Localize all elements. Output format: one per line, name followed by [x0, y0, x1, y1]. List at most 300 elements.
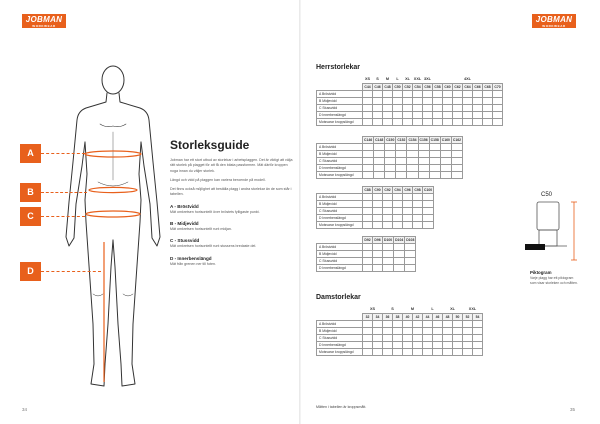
size-value-cell — [453, 320, 463, 327]
table-row — [317, 158, 463, 165]
measure-label: C Stussvidd — [317, 104, 363, 111]
size-value-cell — [363, 158, 374, 165]
measure-label: D Innerbenslängd — [317, 265, 363, 272]
size-header: C58 — [434, 84, 441, 89]
size-value-cell — [440, 165, 451, 172]
size-value-cell — [473, 348, 483, 355]
size-value-cell — [451, 144, 462, 151]
table-row — [317, 201, 434, 208]
size-value-cell — [473, 341, 483, 348]
size-value-cell — [443, 104, 453, 111]
table-row — [317, 194, 434, 201]
size-value-cell — [453, 90, 463, 97]
size-value-cell — [393, 215, 403, 222]
measure-label: C Stussvidd — [317, 208, 363, 215]
pictogram-person-icon — [519, 200, 579, 264]
size-value-cell — [433, 348, 443, 355]
size-value-cell — [440, 144, 451, 151]
size-value-cell — [423, 334, 433, 341]
size-value-cell — [394, 251, 405, 258]
size-value-cell — [443, 118, 453, 125]
size-value-cell — [443, 334, 453, 341]
size-header: C160 — [441, 138, 450, 142]
intro-paragraph: Det finns också möjlighet att beställa plagg i andra storlekar än de som står i tabellen. — [170, 187, 292, 197]
size-value-cell — [385, 158, 396, 165]
size-value-cell — [403, 327, 413, 334]
size-value-cell — [363, 244, 373, 251]
measure-label: A Bröstvidd — [317, 320, 363, 327]
size-value-cell — [363, 327, 373, 334]
size-value-cell — [463, 104, 473, 111]
size-value-cell — [493, 90, 503, 97]
size-value-cell — [363, 215, 373, 222]
size-group-header: XS — [364, 77, 371, 82]
size-value-cell — [393, 341, 403, 348]
size-header: 54 — [473, 313, 483, 320]
size-value-cell — [373, 348, 383, 355]
measure-label: Motsvarar kroppslängd — [317, 172, 363, 179]
size-value-cell — [453, 111, 463, 118]
size-header: 32 — [363, 313, 373, 320]
size-value-cell — [429, 165, 440, 172]
table-row — [317, 151, 463, 158]
size-value-cell — [433, 341, 443, 348]
human-silhouette-icon — [38, 62, 188, 410]
table-row — [317, 97, 503, 104]
size-value-cell — [373, 251, 383, 258]
size-value-cell — [423, 327, 433, 334]
size-value-cell — [396, 158, 407, 165]
size-value-cell — [385, 151, 396, 158]
size-value-cell — [413, 348, 423, 355]
size-header: C96 — [404, 188, 411, 192]
size-value-cell — [413, 118, 423, 125]
size-value-cell — [403, 215, 413, 222]
size-value-cell — [373, 118, 383, 125]
size-value-cell — [463, 97, 473, 104]
pictogram-figure — [519, 192, 579, 264]
size-value-cell — [413, 97, 423, 104]
size-value-cell — [433, 111, 443, 118]
size-value-cell — [453, 348, 463, 355]
size-value-cell — [429, 151, 440, 158]
size-header: 38 — [393, 313, 403, 320]
size-value-cell — [433, 320, 443, 327]
measure-label: B Midjevidd — [317, 151, 363, 158]
size-value-cell — [413, 334, 423, 341]
size-header: 40 — [403, 313, 413, 320]
size-value-cell — [423, 222, 434, 229]
size-header: C94 — [394, 188, 401, 192]
size-value-cell — [383, 111, 393, 118]
size-value-cell — [451, 151, 462, 158]
size-value-cell — [407, 144, 418, 151]
measure-label: D Innerbenslängd — [317, 215, 363, 222]
size-value-cell — [413, 201, 423, 208]
size-header: C156 — [419, 138, 428, 142]
size-header: C100 — [424, 188, 433, 192]
measure-label: D Innerbenslängd — [317, 111, 363, 118]
measure-label: Motsvarar kroppslängd — [317, 118, 363, 125]
size-group-header: 3XL — [424, 77, 431, 82]
size-value-cell — [383, 258, 394, 265]
size-value-cell — [403, 97, 413, 104]
measure-label: B Midjevidd — [317, 251, 363, 258]
size-value-cell — [473, 118, 483, 125]
measure-line-d — [41, 271, 101, 272]
size-header: C44 — [364, 84, 371, 89]
size-value-cell — [413, 104, 423, 111]
size-value-cell — [453, 118, 463, 125]
size-group-header: S — [376, 77, 379, 82]
size-value-cell — [383, 194, 393, 201]
size-value-cell — [383, 320, 393, 327]
men-size-table-regular — [316, 76, 503, 126]
size-header: 34 — [373, 313, 383, 320]
size-value-cell — [463, 334, 473, 341]
size-value-cell — [433, 118, 443, 125]
size-header: D100 — [384, 238, 393, 242]
size-value-cell — [483, 104, 493, 111]
size-value-cell — [413, 111, 423, 118]
size-header: C62 — [454, 84, 461, 89]
size-value-cell — [363, 208, 373, 215]
table-row — [317, 258, 416, 265]
size-value-cell — [433, 327, 443, 334]
size-header: C54 — [414, 84, 421, 89]
logo-text: JOBMAN — [535, 15, 573, 24]
size-value-cell — [373, 327, 383, 334]
size-value-cell — [363, 97, 373, 104]
size-value-cell — [429, 158, 440, 165]
size-value-cell — [463, 327, 473, 334]
size-value-cell — [429, 144, 440, 151]
pictogram-info — [530, 270, 580, 285]
table-row — [317, 165, 463, 172]
size-header: C148 — [375, 138, 384, 142]
size-value-cell — [451, 165, 462, 172]
size-header: 46 — [433, 313, 443, 320]
size-value-cell — [423, 97, 433, 104]
size-value-cell — [383, 327, 393, 334]
size-value-cell — [407, 165, 418, 172]
size-value-cell — [407, 151, 418, 158]
measure-b-text: Mät omkretsen horisontellt runt midjan. — [170, 227, 232, 232]
men-size-table-short — [316, 186, 434, 229]
size-value-cell — [385, 165, 396, 172]
size-value-cell — [383, 104, 393, 111]
size-header: C158 — [430, 138, 439, 142]
size-value-cell — [423, 215, 434, 222]
measure-label: B Midjevidd — [317, 97, 363, 104]
size-value-cell — [374, 158, 385, 165]
size-value-cell — [383, 90, 393, 97]
intro-paragraph: Jobman har ett stort utbud av storlekar i arbetsplaggen. Det är viktigt att välja rätt storlek på plagget för att få den bästa passformen. Mät därför kroppen noga innan du väljer storlek. — [170, 158, 293, 173]
size-value-cell — [440, 158, 451, 165]
size-value-cell — [413, 341, 423, 348]
size-value-cell — [363, 165, 374, 172]
size-group-header: XL — [450, 307, 455, 312]
size-value-cell — [403, 118, 413, 125]
size-value-cell — [373, 341, 383, 348]
measure-label: Motsvarar kroppslängd — [317, 348, 363, 355]
size-header: C162 — [452, 138, 461, 142]
size-value-cell — [413, 90, 423, 97]
table-row — [317, 244, 416, 251]
size-group-header: M — [385, 77, 390, 82]
size-value-cell — [383, 334, 393, 341]
size-value-cell — [423, 118, 433, 125]
measure-label: Motsvarar kroppslängd — [317, 222, 363, 229]
size-value-cell — [429, 172, 440, 179]
size-value-cell — [423, 341, 433, 348]
size-value-cell — [423, 348, 433, 355]
table-row — [317, 222, 434, 229]
measure-label: A Bröstvidd — [317, 144, 363, 151]
size-value-cell — [453, 104, 463, 111]
measure-c-title: C - Stussvidd — [170, 238, 200, 244]
size-value-cell — [373, 265, 383, 272]
size-header: C146 — [364, 138, 373, 142]
size-value-cell — [403, 348, 413, 355]
size-value-cell — [383, 208, 393, 215]
size-value-cell — [393, 104, 403, 111]
size-value-cell — [440, 172, 451, 179]
jobman-logo-right — [532, 14, 576, 28]
size-value-cell — [423, 208, 434, 215]
size-value-cell — [373, 215, 383, 222]
size-value-cell — [363, 201, 373, 208]
size-value-cell — [407, 172, 418, 179]
size-value-cell — [405, 244, 416, 251]
size-value-cell — [473, 90, 483, 97]
size-value-cell — [453, 97, 463, 104]
size-value-cell — [374, 165, 385, 172]
size-group-header: XL — [405, 77, 410, 82]
page-title: Storleksguide — [170, 138, 250, 152]
size-value-cell — [403, 201, 413, 208]
size-value-cell — [423, 104, 433, 111]
women-size-table — [316, 306, 483, 356]
size-value-cell — [453, 327, 463, 334]
size-value-cell — [363, 104, 373, 111]
size-value-cell — [373, 258, 383, 265]
logo-text: JOBMAN — [25, 15, 63, 24]
size-value-cell — [363, 151, 374, 158]
size-value-cell — [423, 320, 433, 327]
size-value-cell — [423, 111, 433, 118]
table-row — [317, 208, 434, 215]
pictogram-tag — [525, 244, 545, 250]
size-value-cell — [443, 90, 453, 97]
size-value-cell — [440, 151, 451, 158]
size-header: C152 — [397, 138, 406, 142]
size-header: C56 — [424, 84, 431, 89]
size-header: C46 — [374, 84, 381, 89]
size-header: D108 — [406, 238, 415, 242]
size-value-cell — [413, 194, 423, 201]
size-value-cell — [473, 111, 483, 118]
size-value-cell — [453, 341, 463, 348]
logo-tagline: WORKWEAR — [542, 24, 566, 28]
size-value-cell — [413, 208, 423, 215]
size-value-cell — [363, 118, 373, 125]
size-value-cell — [393, 334, 403, 341]
size-value-cell — [363, 320, 373, 327]
size-value-cell — [393, 90, 403, 97]
size-value-cell — [483, 111, 493, 118]
size-value-cell — [383, 348, 393, 355]
size-value-cell — [483, 90, 493, 97]
size-group-header: XS — [369, 307, 376, 312]
men-sizes-heading: Herrstorlekar — [316, 64, 360, 71]
size-value-cell — [403, 208, 413, 215]
pictogram-text: Varje plagg har ett piktogram som visar storleken och måtten. — [530, 276, 578, 285]
size-header: D92 — [364, 238, 371, 242]
measure-line-b — [41, 192, 87, 193]
table-row — [317, 118, 503, 125]
size-value-cell — [383, 244, 394, 251]
intro-paragraph: Längd och vidd på plaggen kan variera beroende på modell. — [170, 177, 266, 182]
size-value-cell — [407, 158, 418, 165]
size-value-cell — [374, 144, 385, 151]
measure-label: D Innerbenslängd — [317, 341, 363, 348]
size-value-cell — [363, 194, 373, 201]
page-number-right: 35 — [570, 407, 576, 412]
measure-a-text: Mät omkretsen horisontellt över bröstets fylligaste punkt. — [170, 209, 260, 214]
size-value-cell — [423, 90, 433, 97]
size-value-cell — [374, 172, 385, 179]
size-value-cell — [396, 172, 407, 179]
table-row — [317, 327, 483, 334]
size-group-header: 4XL — [464, 77, 471, 82]
size-value-cell — [405, 258, 416, 265]
men-size-table-tall — [316, 136, 463, 179]
pictogram-title: Piktogram — [530, 270, 552, 275]
size-header: C154 — [408, 138, 417, 142]
size-value-cell — [418, 158, 429, 165]
size-value-cell — [383, 341, 393, 348]
size-header: 48 — [443, 313, 453, 320]
size-value-cell — [373, 194, 383, 201]
size-value-cell — [396, 165, 407, 172]
table-row — [317, 111, 503, 118]
size-value-cell — [363, 222, 373, 229]
table-row — [317, 90, 503, 97]
size-value-cell — [373, 320, 383, 327]
size-value-cell — [393, 222, 403, 229]
size-value-cell — [373, 104, 383, 111]
size-header: C50 — [394, 84, 401, 89]
size-value-cell — [363, 111, 373, 118]
size-value-cell — [403, 194, 413, 201]
size-value-cell — [403, 90, 413, 97]
size-header: D104 — [395, 238, 404, 242]
size-value-cell — [413, 222, 423, 229]
size-value-cell — [383, 97, 393, 104]
size-value-cell — [418, 165, 429, 172]
size-value-cell — [393, 208, 403, 215]
size-guide-text — [170, 138, 295, 271]
size-header: 52 — [463, 313, 473, 320]
size-value-cell — [396, 151, 407, 158]
measure-label: B Midjevidd — [317, 327, 363, 334]
size-value-cell — [451, 158, 462, 165]
size-value-cell — [383, 222, 393, 229]
body-figure — [38, 62, 188, 410]
size-header: C150 — [386, 138, 395, 142]
size-value-cell — [433, 90, 443, 97]
pictogram-size-label: C50 — [541, 192, 553, 198]
size-value-cell — [483, 97, 493, 104]
size-value-cell — [463, 341, 473, 348]
size-value-cell — [373, 111, 383, 118]
table-row — [317, 144, 463, 151]
size-value-cell — [374, 151, 385, 158]
size-group-header: XXL — [413, 77, 422, 82]
size-value-cell — [393, 111, 403, 118]
size-group-header: L — [431, 307, 434, 312]
measure-label: C Stussvidd — [317, 158, 363, 165]
measure-line-a — [41, 153, 85, 154]
size-value-cell — [453, 334, 463, 341]
measure-a-title: A - Bröstvidd — [170, 203, 199, 209]
size-header: C48 — [384, 84, 391, 89]
size-header: D96 — [374, 238, 381, 242]
size-group-header: M — [410, 307, 415, 312]
size-group-header: L — [396, 77, 399, 82]
measure-label: A Bröstvidd — [317, 90, 363, 97]
men-size-table-stout — [316, 236, 416, 272]
size-value-cell — [405, 265, 416, 272]
size-value-cell — [403, 320, 413, 327]
size-value-cell — [393, 327, 403, 334]
size-header: 44 — [423, 313, 433, 320]
size-value-cell — [385, 144, 396, 151]
table-footnote: Måtten i tabellen är kroppsmått. — [316, 405, 367, 409]
size-value-cell — [383, 201, 393, 208]
size-value-cell — [373, 334, 383, 341]
size-value-cell — [383, 265, 394, 272]
size-group-header: XXL — [468, 307, 477, 312]
size-value-cell — [423, 201, 434, 208]
size-value-cell — [394, 244, 405, 251]
size-value-cell — [394, 258, 405, 265]
size-value-cell — [493, 104, 503, 111]
size-value-cell — [393, 97, 403, 104]
size-value-cell — [443, 348, 453, 355]
size-value-cell — [373, 244, 383, 251]
size-value-cell — [423, 194, 434, 201]
table-row — [317, 320, 483, 327]
table-row — [317, 265, 416, 272]
size-value-cell — [403, 222, 413, 229]
size-value-cell — [363, 334, 373, 341]
size-header: C90 — [374, 188, 381, 192]
size-header: C64 — [464, 84, 471, 89]
size-value-cell — [394, 265, 405, 272]
size-value-cell — [418, 144, 429, 151]
measure-label: C Stussvidd — [317, 334, 363, 341]
size-value-cell — [405, 251, 416, 258]
marker-a: A — [20, 144, 41, 163]
size-value-cell — [373, 97, 383, 104]
logo-tagline: WORKWEAR — [32, 24, 56, 28]
size-header: C70 — [494, 84, 501, 89]
measure-d-text: Mät från grenen ner till foten. — [170, 261, 216, 266]
table-row — [317, 172, 463, 179]
size-value-cell — [483, 118, 493, 125]
